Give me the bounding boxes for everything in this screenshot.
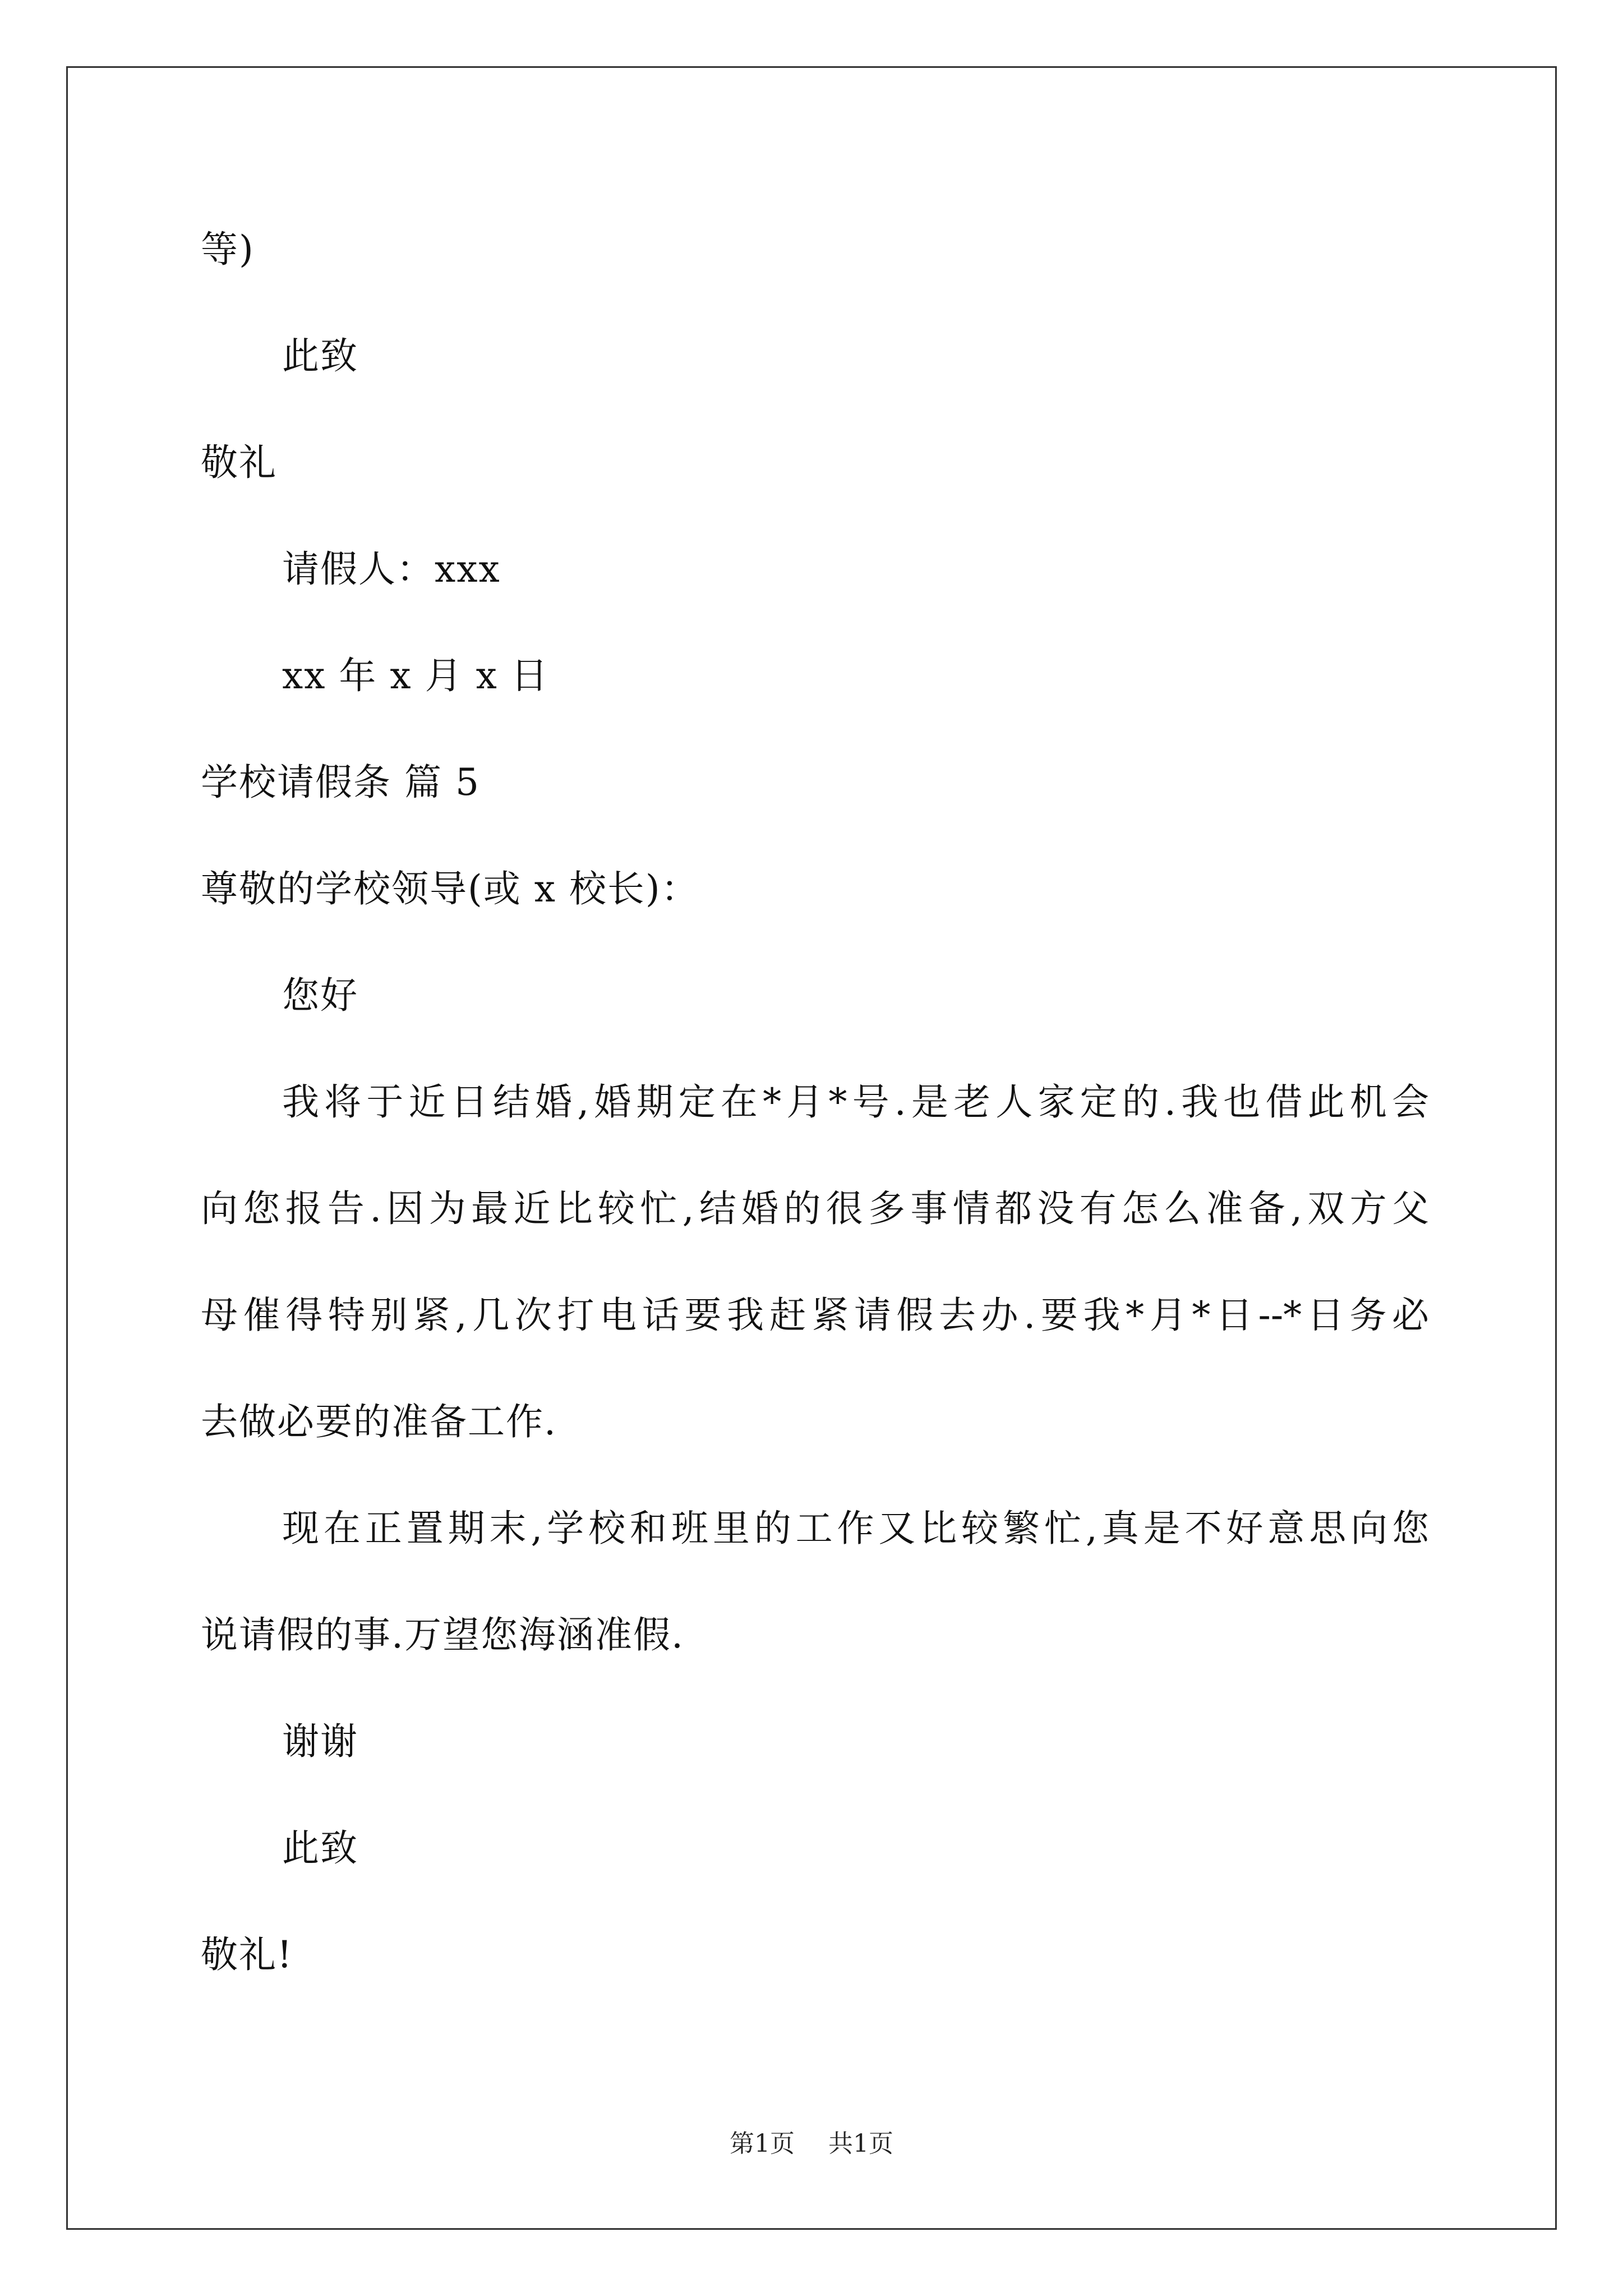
paragraph-line: 现在正置期末,学校和班里的工作又比较繁忙,真是不好意思向您: [282, 1507, 1429, 1550]
closing-line: 此致: [282, 334, 358, 378]
page-border: [66, 66, 1557, 2230]
greeting: 您好: [282, 974, 358, 1017]
applicant-line: 请假人：xxx: [282, 547, 501, 591]
page-footer: [0, 2129, 1623, 2158]
paragraph-line: 母催得特别紧,几次打电话要我赶紧请假去办.要我*月*日--*日务必: [201, 1294, 1429, 1337]
section-heading: 学校请假条 篇 5: [201, 761, 480, 804]
text-line: 等): [201, 228, 255, 271]
salutation: 尊敬的学校领导(或 x 校长)：: [201, 867, 699, 910]
closing-salute: 敬礼!: [201, 1933, 293, 1976]
paragraph-line: 我将于近日结婚,婚期定在*月*号.是老人家定的.我也借此机会: [282, 1080, 1429, 1124]
paragraph-line: 去做必要的准备工作.: [201, 1400, 557, 1443]
page-total: 共1页: [828, 2129, 893, 2158]
closing-salute: 敬礼: [201, 441, 277, 484]
date-line: xx 年 x 月 x 日: [282, 654, 549, 697]
paragraph-line: 说请假的事.万望您海涵准假.: [201, 1613, 684, 1657]
page-number: 第1页: [730, 2129, 795, 2158]
closing-line: 此致: [282, 1826, 358, 1870]
paragraph-line: 向您报告.因为最近比较忙,结婚的很多事情都没有怎么准备,双方父: [201, 1187, 1429, 1230]
thanks-line: 谢谢: [282, 1720, 358, 1763]
